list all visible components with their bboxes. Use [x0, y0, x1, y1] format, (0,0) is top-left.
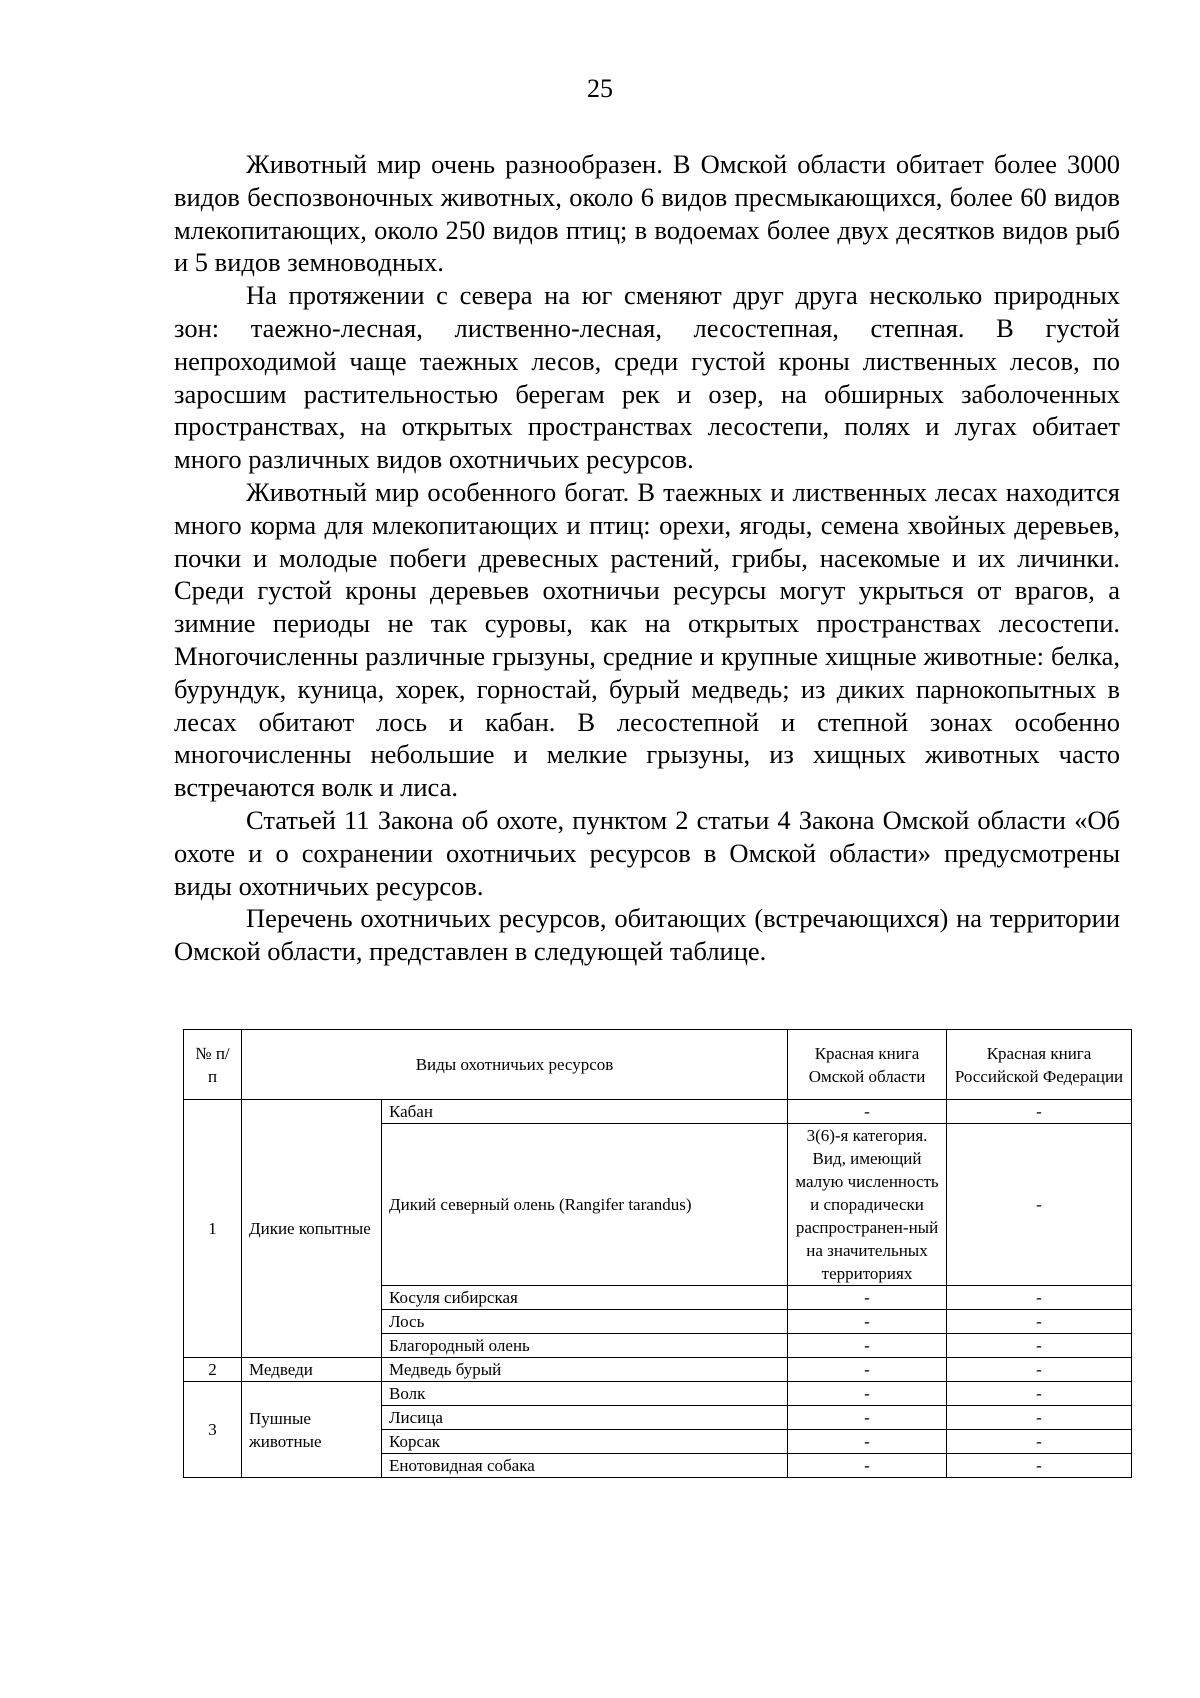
- group-name: Дикие копытные: [242, 1100, 382, 1358]
- table-row: [184, 1100, 1132, 1124]
- red-book-omsk-value: -: [788, 1310, 947, 1334]
- red-book-rf-value: -: [947, 1406, 1132, 1430]
- red-book-rf-value: -: [947, 1430, 1132, 1454]
- group-number: 1: [184, 1100, 242, 1358]
- table-header-row: [184, 1030, 1132, 1100]
- body-text: [174, 148, 1120, 968]
- group-number: 3: [184, 1382, 242, 1478]
- red-book-omsk-value: -: [788, 1100, 947, 1124]
- paragraph-natural-zones: На протяжении с севера на юг сменяют друг друга несколько природных зон: таежно-лесная, лиственно-лесная, лесостепная, степная. В густой непроходимой чаще таежных лесов, среди густой кроны лиственных лесов, по заросшим растительностью берегам рек и озер, на обширных заболоченных пространствах, на открытых пространствах лесостепи, полях и лугах обитает много различных видов охотничьих ресурсов.: [174, 280, 1120, 475]
- red-book-rf-value: -: [947, 1286, 1132, 1310]
- red-book-omsk-value: 3(6)-я категория. Вид, имеющий малую численность и спорадически распространен-ный на значительных территориях: [788, 1124, 947, 1286]
- species-name: Косуля сибирская: [382, 1286, 788, 1310]
- red-book-rf-value: -: [947, 1310, 1132, 1334]
- species-name: Корсак: [382, 1430, 788, 1454]
- red-book-rf-value: -: [947, 1124, 1132, 1286]
- red-book-omsk-value: -: [788, 1382, 947, 1406]
- header-species: Виды охотничьих ресурсов: [242, 1030, 788, 1100]
- red-book-omsk-value: -: [788, 1334, 947, 1358]
- hunting-resources-table: [183, 1029, 1132, 1478]
- header-red-book-rf: Красная книга Российской Федерации: [947, 1030, 1132, 1100]
- red-book-omsk-value: -: [788, 1406, 947, 1430]
- red-book-rf-value: -: [947, 1358, 1132, 1382]
- species-name: Лось: [382, 1310, 788, 1334]
- paragraph-table-intro: Перечень охотничьих ресурсов, обитающих (встречающихся) на территории Омской области, представлен в следующей таблице.: [174, 903, 1120, 967]
- red-book-rf-value: -: [947, 1382, 1132, 1406]
- group-name: Медведи: [242, 1358, 382, 1382]
- paragraph-fauna-diversity: Животный мир очень разнообразен. В Омской области обитает более 3000 видов беспозвоночных животных, около 6 видов пресмыкающихся, более 60 видов млекопитающих, около 250 видов птиц; в водоемах более двух десятков видов рыб и 5 видов земноводных.: [174, 149, 1120, 278]
- paragraph-forest-fauna: Животный мир особенного богат. В таежных и лиственных лесах находится много корма для млекопитающих и птиц: орехи, ягоды, семена хвойных деревьев, почки и молодые побеги древесных растений, грибы, насекомые и их личинки. Среди густой кроны деревьев охотничьи ресурсы могут укрыться от врагов, а зимние периоды не так суровы, как на открытых пространствах лесостепи. Многочисленны различные грызуны, средние и крупные хищные животные: белка, бурундук, куница, хорек, горностай, бурый медведь; из диких парнокопытных в лесах обитают лось и кабан. В лесостепной и степной зонах особенно многочисленны небольшие и мелкие грызуны, из хищных животных часто встречаются волк и лиса.: [174, 476, 1120, 803]
- red-book-rf-value: -: [947, 1100, 1132, 1124]
- species-name: Кабан: [382, 1100, 788, 1124]
- species-name: Лисица: [382, 1406, 788, 1430]
- species-name: Благородный олень: [382, 1334, 788, 1358]
- table-row: [184, 1358, 1132, 1382]
- red-book-omsk-value: -: [788, 1358, 947, 1382]
- species-name: Медведь бурый: [382, 1358, 788, 1382]
- paragraph-legal-basis: Статьей 11 Закона об охоте, пунктом 2 статьи 4 Закона Омской области «Об охоте и о сохранении охотничьих ресурсов в Омской области» предусмотрены виды охотничьих ресурсов.: [174, 804, 1120, 901]
- table-row: [184, 1382, 1132, 1406]
- red-book-omsk-value: -: [788, 1430, 947, 1454]
- group-number: 2: [184, 1358, 242, 1382]
- red-book-omsk-value: -: [788, 1454, 947, 1478]
- header-red-book-omsk: Красная книга Омской области: [788, 1030, 947, 1100]
- group-name: Пушные животные: [242, 1382, 382, 1478]
- red-book-omsk-value: -: [788, 1286, 947, 1310]
- page-number: 25: [587, 74, 613, 103]
- species-name: Волк: [382, 1382, 788, 1406]
- header-num: № п/п: [184, 1030, 242, 1100]
- species-name: Дикий северный олень (Rangifer tarandus): [382, 1124, 788, 1286]
- red-book-rf-value: -: [947, 1454, 1132, 1478]
- red-book-rf-value: -: [947, 1334, 1132, 1358]
- species-name: Енотовидная собака: [382, 1454, 788, 1478]
